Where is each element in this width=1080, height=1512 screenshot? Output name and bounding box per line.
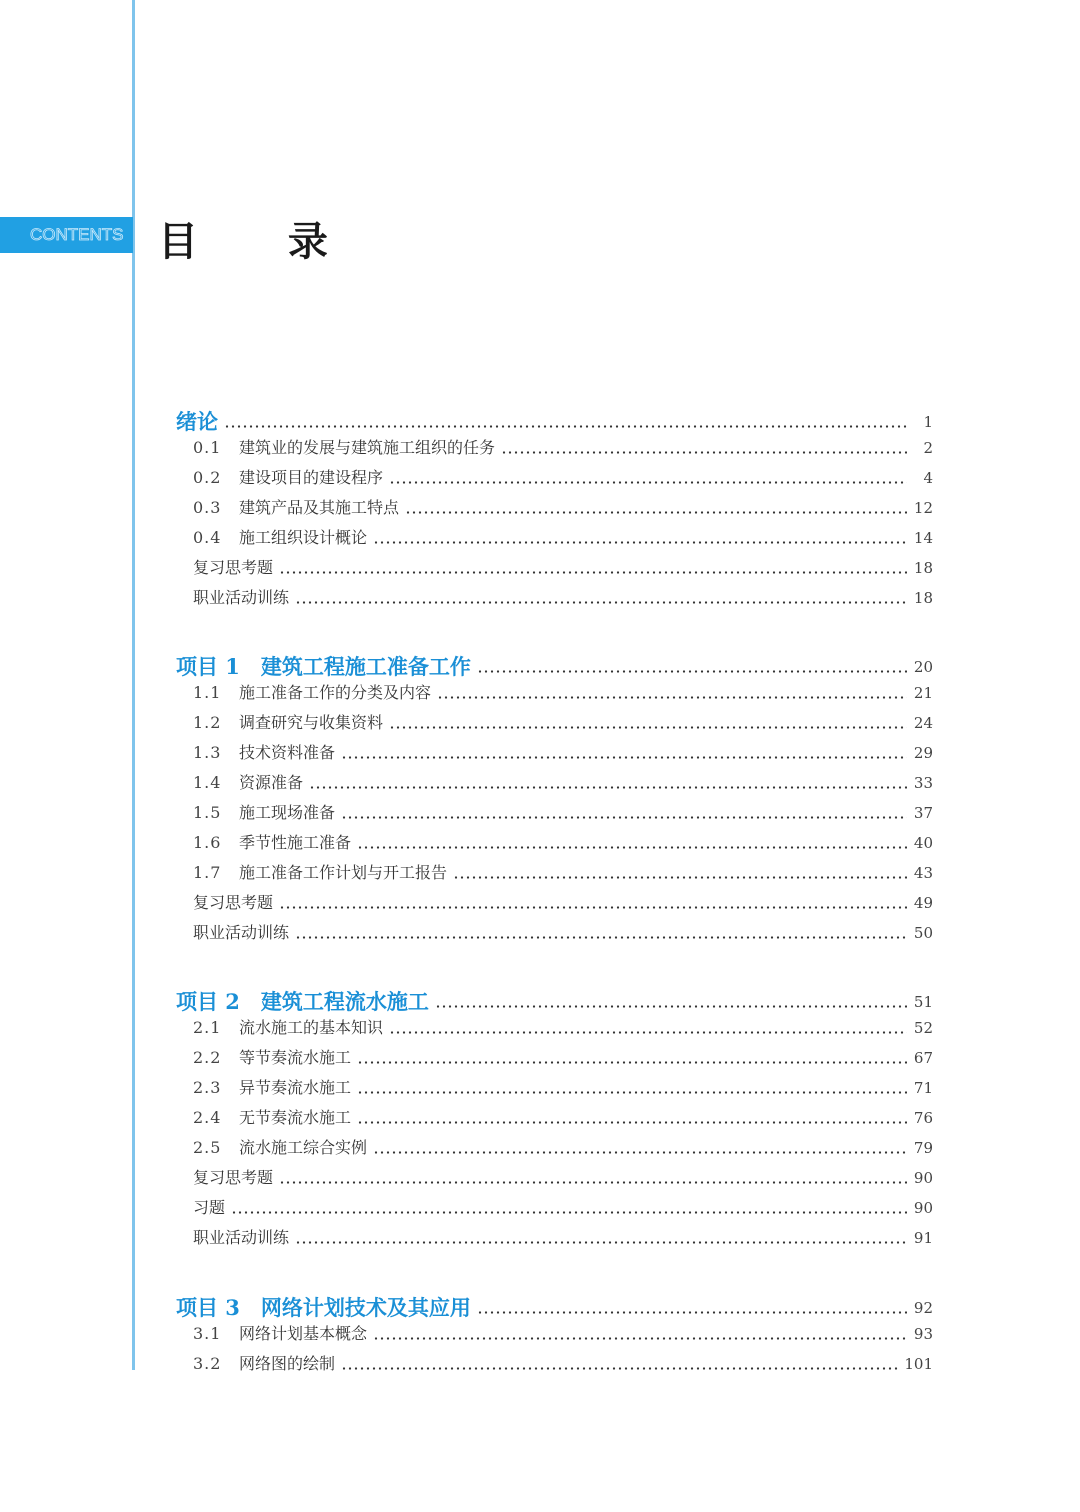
dot-leader bbox=[295, 1241, 907, 1244]
toc-section-row[interactable] bbox=[193, 1218, 933, 1248]
section-page-number: 67 bbox=[913, 1049, 933, 1067]
toc-chapter-row[interactable] bbox=[176, 978, 933, 1012]
dot-leader bbox=[501, 451, 907, 454]
contents-tab-word: CONTENTS bbox=[30, 225, 124, 244]
toc-section-row[interactable] bbox=[193, 428, 933, 458]
dot-leader bbox=[373, 1337, 907, 1340]
section-title: 复习思考题 bbox=[193, 893, 274, 912]
toc-chapter-row[interactable] bbox=[176, 398, 933, 432]
dot-leader bbox=[405, 511, 907, 514]
section-number: 1.5 bbox=[193, 803, 222, 822]
section-page-number: 52 bbox=[913, 1019, 933, 1037]
section-page-number: 21 bbox=[913, 684, 933, 702]
section-page-number: 79 bbox=[913, 1139, 933, 1157]
section-title: 施工准备工作计划与开工报告 bbox=[239, 863, 448, 882]
dot-leader bbox=[231, 1211, 907, 1214]
toc-section-row[interactable] bbox=[193, 1314, 933, 1344]
section-page-number: 33 bbox=[913, 774, 933, 792]
toc-chapter-row[interactable] bbox=[176, 1284, 933, 1318]
section-title: 施工组织设计概论 bbox=[239, 528, 368, 547]
dot-leader bbox=[389, 481, 907, 484]
dot-leader bbox=[279, 571, 907, 574]
section-number: 1.3 bbox=[193, 743, 222, 762]
section-number: 0.4 bbox=[193, 528, 222, 547]
dot-leader bbox=[389, 726, 907, 729]
section-title: 职业活动训练 bbox=[193, 588, 290, 607]
dot-leader bbox=[453, 876, 907, 879]
chapter-page-number: 20 bbox=[913, 658, 933, 676]
toc-section-row[interactable] bbox=[193, 1008, 933, 1038]
chapter-title: 项目 3 网络计划技术及其应用 bbox=[176, 1295, 471, 1320]
toc-section-row[interactable] bbox=[193, 1128, 933, 1158]
section-number: 2.5 bbox=[193, 1138, 222, 1157]
toc-section-row[interactable] bbox=[193, 1068, 933, 1098]
toc-section-row[interactable] bbox=[193, 1038, 933, 1068]
section-page-number: 18 bbox=[913, 559, 933, 577]
chapter-title: 项目 1 建筑工程施工准备工作 bbox=[176, 654, 471, 679]
dot-leader bbox=[279, 1181, 907, 1184]
toc-section-row[interactable] bbox=[193, 1158, 933, 1188]
section-title: 建设项目的建设程序 bbox=[239, 468, 384, 487]
toc-section-row[interactable] bbox=[193, 823, 933, 853]
section-page-number: 14 bbox=[913, 529, 933, 547]
section-title: 异节奏流水施工 bbox=[239, 1078, 352, 1097]
dot-leader bbox=[295, 601, 907, 604]
section-number: 0.1 bbox=[193, 438, 222, 457]
contents-tab bbox=[0, 217, 133, 253]
section-number: 2.3 bbox=[193, 1078, 222, 1097]
section-page-number: 76 bbox=[913, 1109, 933, 1127]
dot-leader bbox=[373, 1151, 907, 1154]
section-page-number: 4 bbox=[923, 469, 933, 487]
section-number: 2.4 bbox=[193, 1108, 222, 1127]
section-number: 1.2 bbox=[193, 713, 222, 732]
dot-leader bbox=[309, 786, 907, 789]
section-page-number: 90 bbox=[913, 1199, 933, 1217]
section-number: 1.6 bbox=[193, 833, 222, 852]
dot-leader bbox=[357, 846, 907, 849]
toc-section-row[interactable] bbox=[193, 1188, 933, 1218]
section-page-number: 50 bbox=[913, 924, 933, 942]
section-title: 职业活动训练 bbox=[193, 1228, 290, 1247]
toc-section-row[interactable] bbox=[193, 733, 933, 763]
section-number: 2.2 bbox=[193, 1048, 222, 1067]
section-page-number: 93 bbox=[913, 1325, 933, 1343]
dot-leader bbox=[357, 1061, 907, 1064]
section-title: 建筑业的发展与建筑施工组织的任务 bbox=[239, 438, 496, 457]
dot-leader bbox=[373, 541, 907, 544]
section-title: 网络图的绘制 bbox=[239, 1354, 336, 1373]
section-number: 2.1 bbox=[193, 1018, 222, 1037]
section-title: 调查研究与收集资料 bbox=[239, 713, 384, 732]
section-page-number: 43 bbox=[913, 864, 933, 882]
toc-section-row[interactable] bbox=[193, 883, 933, 913]
section-page-number: 29 bbox=[913, 744, 933, 762]
section-number: 1.7 bbox=[193, 863, 222, 882]
page-title: 目 录 bbox=[158, 218, 366, 265]
section-page-number: 24 bbox=[913, 714, 933, 732]
section-title: 无节奏流水施工 bbox=[239, 1108, 352, 1127]
chapter-page-number: 92 bbox=[913, 1299, 933, 1317]
dot-leader bbox=[295, 936, 907, 939]
section-title: 复习思考题 bbox=[193, 1168, 274, 1187]
dot-leader bbox=[279, 906, 907, 909]
section-title: 流水施工综合实例 bbox=[239, 1138, 368, 1157]
side-rule bbox=[132, 0, 135, 1370]
section-page-number: 2 bbox=[923, 439, 933, 457]
section-page-number: 37 bbox=[913, 804, 933, 822]
toc-section-row[interactable] bbox=[193, 853, 933, 883]
toc-section-row[interactable] bbox=[193, 488, 933, 518]
section-title: 技术资料准备 bbox=[239, 743, 336, 762]
dot-leader bbox=[357, 1091, 907, 1094]
section-page-number: 40 bbox=[913, 834, 933, 852]
section-title: 季节性施工准备 bbox=[239, 833, 352, 852]
section-number: 3.1 bbox=[193, 1324, 222, 1343]
chapter-title: 绪论 bbox=[176, 409, 218, 434]
chapter-page-number: 51 bbox=[913, 993, 933, 1011]
section-title: 复习思考题 bbox=[193, 558, 274, 577]
toc-section-row[interactable] bbox=[193, 1098, 933, 1128]
section-title: 等节奏流水施工 bbox=[239, 1048, 352, 1067]
toc-section-row[interactable] bbox=[193, 578, 933, 608]
section-page-number: 90 bbox=[913, 1169, 933, 1187]
section-page-number: 91 bbox=[913, 1229, 933, 1247]
section-number: 1.4 bbox=[193, 773, 222, 792]
section-number: 0.3 bbox=[193, 498, 222, 517]
chapter-title: 项目 2 建筑工程流水施工 bbox=[176, 989, 429, 1014]
dot-leader bbox=[437, 696, 907, 699]
section-title: 流水施工的基本知识 bbox=[239, 1018, 384, 1037]
section-page-number: 71 bbox=[913, 1079, 933, 1097]
section-number: 3.2 bbox=[193, 1354, 222, 1373]
section-title: 施工准备工作的分类及内容 bbox=[239, 683, 432, 702]
section-title: 建筑产品及其施工特点 bbox=[239, 498, 400, 517]
section-title: 网络计划基本概念 bbox=[239, 1324, 368, 1343]
section-page-number: 18 bbox=[913, 589, 933, 607]
toc-section-row[interactable] bbox=[193, 703, 933, 733]
section-number: 0.2 bbox=[193, 468, 222, 487]
chapter-page-number: 1 bbox=[923, 413, 933, 431]
dot-leader bbox=[357, 1121, 907, 1124]
dot-leader bbox=[389, 1031, 907, 1034]
dot-leader bbox=[341, 816, 907, 819]
toc-section-row[interactable] bbox=[193, 793, 933, 823]
section-title: 习题 bbox=[193, 1198, 226, 1217]
toc-section-row[interactable] bbox=[193, 673, 933, 703]
dot-leader bbox=[341, 756, 907, 759]
section-page-number: 49 bbox=[913, 894, 933, 912]
section-title: 施工现场准备 bbox=[239, 803, 336, 822]
section-number: 1.1 bbox=[193, 683, 222, 702]
toc-section-row[interactable] bbox=[193, 1344, 933, 1374]
section-title: 资源准备 bbox=[239, 773, 304, 792]
section-page-number: 101 bbox=[904, 1355, 933, 1373]
toc-section-row[interactable] bbox=[193, 913, 933, 943]
dot-leader bbox=[341, 1367, 898, 1370]
toc-section-row[interactable] bbox=[193, 458, 933, 488]
toc-chapter-row[interactable] bbox=[176, 643, 933, 677]
section-page-number: 12 bbox=[913, 499, 933, 517]
section-title: 职业活动训练 bbox=[193, 923, 290, 942]
toc-section-row[interactable] bbox=[193, 763, 933, 793]
toc-section-row[interactable] bbox=[193, 548, 933, 578]
toc-section-row[interactable] bbox=[193, 518, 933, 548]
